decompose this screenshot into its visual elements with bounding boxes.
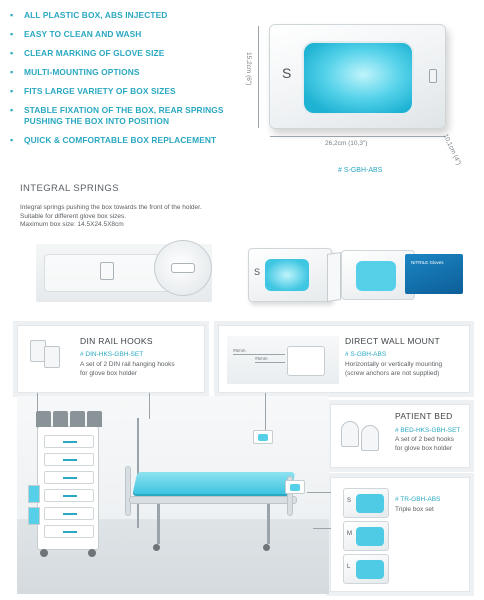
wall-glove-box xyxy=(253,430,273,444)
section-title-integral-springs: INTEGRAL SPRINGS xyxy=(20,183,119,194)
dimension-arrow xyxy=(255,362,285,363)
size-letter: S xyxy=(282,65,292,81)
cart-drawer xyxy=(44,453,94,466)
bed-wheel xyxy=(153,544,160,551)
bed-hook-image xyxy=(341,421,359,447)
wall-mount-illustration xyxy=(227,336,339,384)
mount-label: #5mm xyxy=(255,356,268,361)
latch xyxy=(429,69,437,83)
cart-glove-box xyxy=(28,485,40,503)
glove-box-holder-image xyxy=(269,24,446,129)
cart-drawer xyxy=(44,471,94,484)
cart-drawer xyxy=(44,507,94,520)
glove-box-insert-image xyxy=(341,248,465,302)
din-desc-line: for glove box holder xyxy=(80,369,138,377)
box-window xyxy=(356,560,384,579)
medical-cart xyxy=(37,426,99,550)
springs-description xyxy=(20,204,260,230)
wall-mount-panel xyxy=(218,325,470,393)
bed-wheel xyxy=(263,544,270,551)
spring-detail xyxy=(100,262,114,280)
cart-bins xyxy=(36,411,102,427)
open-door xyxy=(327,252,341,302)
feature-list xyxy=(10,10,250,154)
bed-headboard xyxy=(125,466,131,516)
bed-desc-line: for glove box holder xyxy=(395,444,453,452)
width-dimension: 26,2cm (10,3") xyxy=(325,140,368,147)
box-window xyxy=(356,494,384,513)
cart-drawer xyxy=(44,525,94,538)
wall-desc-line: (screw anchors are not supplied) xyxy=(345,369,440,377)
size-letter: S xyxy=(347,498,352,504)
feature-item: ▪ CLEAR MARKING OF GLOVE SIZE xyxy=(10,48,250,59)
width-dimension-line xyxy=(270,136,445,137)
feature-item: ▪ EASY TO CLEAN AND WASH xyxy=(10,29,250,40)
box-window xyxy=(356,527,384,546)
cart-drawer xyxy=(44,489,94,502)
feature-item: ▪ FITS LARGE VARIETY OF BOX SIZES xyxy=(10,86,250,97)
triple-box-image xyxy=(343,488,389,584)
feature-item: ▪ MULTI-MOUNTING OPTIONS xyxy=(10,67,250,78)
size-letter: L xyxy=(347,564,351,570)
bed-leg xyxy=(267,504,270,544)
bed-desc-line: A set of 2 bed hooks xyxy=(395,436,454,443)
din-hook-image xyxy=(44,346,60,368)
bed-description xyxy=(395,436,454,453)
din-description xyxy=(80,361,175,378)
spring-zoom-circle xyxy=(154,240,212,296)
leader-line xyxy=(149,393,150,419)
din-desc-line: A set of 2 DIN rail hanging hooks xyxy=(80,361,175,368)
triple-description: Triple box set xyxy=(395,506,434,513)
bed-glove-box xyxy=(285,480,305,494)
triple-box-panel xyxy=(330,477,470,592)
leader-line xyxy=(265,393,266,431)
cart-wheel xyxy=(88,549,96,557)
box-window xyxy=(302,41,414,115)
holder-frame xyxy=(341,250,415,300)
size-letter: M xyxy=(347,531,352,537)
bed-frame xyxy=(129,496,297,504)
din-code: # DIN-HKS-GBH-SET xyxy=(80,351,144,358)
din-rail-panel xyxy=(17,325,205,393)
bed-code: # BED-HKS-GBH-SET xyxy=(395,427,461,434)
bed-mattress xyxy=(133,472,296,494)
wall-plate xyxy=(287,346,325,376)
patient-bed-panel xyxy=(330,404,470,468)
triple-code: # TR-GBH-ABS xyxy=(395,496,441,503)
size-letter: S xyxy=(254,267,261,277)
feature-item: ▪ QUICK & COMFORTABLE BOX REPLACEMENT xyxy=(10,135,250,146)
springs-illustration xyxy=(36,244,212,302)
springs-line: Suitable for different glove box sizes. xyxy=(20,212,127,220)
open-holder-image xyxy=(248,248,332,302)
wall-description xyxy=(345,361,442,378)
triple-box-unit xyxy=(343,521,389,551)
triple-box-unit xyxy=(343,488,389,518)
springs-line: Maximum box size: 14.5X24.5X8cm xyxy=(20,221,124,229)
box-window xyxy=(356,261,396,291)
carton-label: NITRILE Gloves xyxy=(411,260,444,265)
leader-line xyxy=(313,528,331,529)
triple-box-unit xyxy=(343,554,389,584)
cart-wheel xyxy=(40,549,48,557)
bed-leg xyxy=(157,504,160,544)
feature-item: ▪ STABLE FIXATION OF THE BOX, REAR SPRINGS PUSHING THE BOX INTO POSITION xyxy=(10,105,250,126)
cart-glove-box xyxy=(28,507,40,525)
height-dimension: 15,2cm (6") xyxy=(245,52,252,86)
wall-code: # S-GBH-ABS xyxy=(345,351,387,358)
product-code: # S-GBH-ABS xyxy=(338,167,383,174)
panel-title-wall: DIRECT WALL MOUNT xyxy=(345,336,440,346)
wall-desc-line: Horizontally or vertically mounting xyxy=(345,361,443,368)
leader-line xyxy=(307,492,331,493)
height-dimension-line xyxy=(258,26,259,128)
springs-line: Integral springs pushing the box towards the front of the holder. xyxy=(20,204,202,211)
panel-title-bed: PATIENT BED xyxy=(395,411,453,421)
hospital-room-illustration xyxy=(17,396,329,594)
dimension-arrow xyxy=(233,354,285,355)
feature-item: ▪ ALL PLASTIC BOX, ABS INJECTED xyxy=(10,10,250,21)
depth-dimension: 10,1cm (4") xyxy=(441,133,463,167)
panel-title-din: DIN RAIL HOOKS xyxy=(80,336,153,346)
mount-label: #5mm xyxy=(233,348,246,353)
box-window xyxy=(265,259,309,291)
bed-hook-image xyxy=(361,425,379,451)
cart-drawer xyxy=(44,435,94,448)
glove-carton xyxy=(405,254,463,294)
